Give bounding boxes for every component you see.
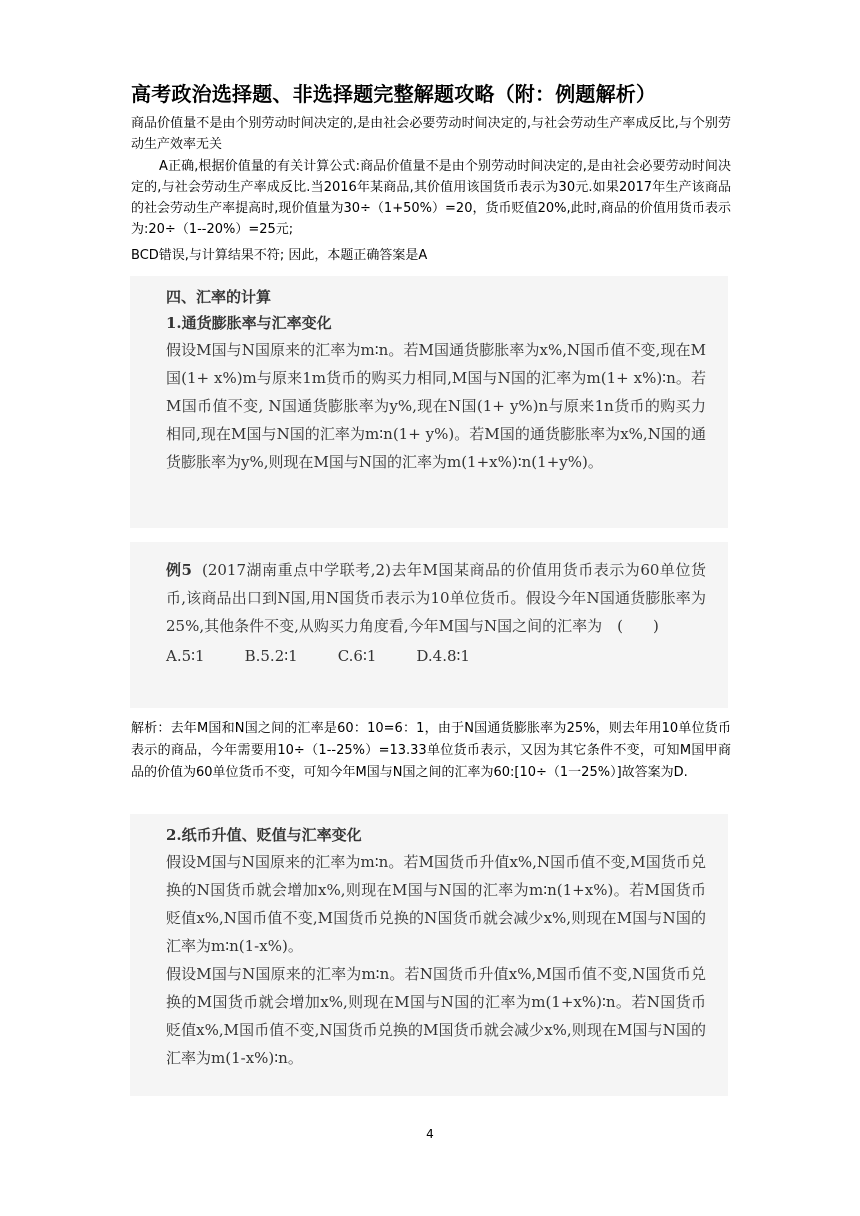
- example-text: (2017湖南重点中学联考,2)去年M国某商品的价值用货币表示为60单位货币,该商品出口到N国,用N国货币表示为10单位货币。假设今年N国通货膨胀率为25%,其他条件不变,从购买力角度看,今年M国与N国之间的汇率为 ( ): [166, 561, 706, 635]
- subsection-heading-inflation: 1.通货膨胀率与汇率变化: [166, 314, 332, 332]
- appreciation-rule-m: 假设M国与N国原来的汇率为m∶n。若M国货币升值x%,N国币值不变,M国货币兑换的N国货币就会增加x%,则现在M国与N国的汇率为m∶n(1+x%)。若M国货币贬值x%,N国币值不变,M国货币兑换的N国货币就会减少x%,则现在M国与N国的汇率为m∶n(1-x%)。: [166, 853, 706, 955]
- option-b: B.5.2∶1: [244, 647, 298, 665]
- example-label: 例5: [166, 561, 192, 579]
- currency-appreciation-box: [130, 814, 728, 1096]
- option-d: D.4.8∶1: [416, 647, 470, 665]
- subsection-heading-appreciation: 2.纸币升值、贬值与汇率变化: [166, 826, 362, 844]
- section-heading: 四、汇率的计算: [166, 288, 272, 306]
- page-title: 高考政治选择题、非选择题完整解题攻略（附：例题解析）: [131, 82, 657, 106]
- option-c: C.6∶1: [337, 647, 377, 665]
- page-number: 4: [426, 1127, 434, 1141]
- intro-paragraph: 商品价值量不是由个别劳动时间决定的,是由社会必要劳动时间决定的,与社会劳动生产率成反比,与个别劳动生产效率无关: [131, 116, 731, 152]
- appreciation-rule-n: 假设M国与N国原来的汇率为m∶n。若N国货币升值x%,M国币值不变,N国货币兑换的M国货币就会增加x%,则现在M国与N国的汇率为m(1+x%)∶n。若N国货币贬值x%,M国币值不变,N国货币兑换的M国货币就会减少x%,则现在M国与N国的汇率为m(1-x%)∶n。: [166, 965, 706, 1067]
- example-analysis: 解析：去年M国和N国之间的汇率是60：10=6：1，由于N国通货膨胀率为25%，则去年用10单位货币表示的商品，今年需要用10÷（1--25%）=13.33单位货币表示，又因为其它条件不变，可知M国甲商品的价值为60单位货币不变，可知今年M国与N国之间的汇率为60:[10÷（1一25%）]故答案为D.: [131, 721, 731, 780]
- inflation-rule-text: 假设M国与N国原来的汇率为m∶n。若M国通货膨胀率为x%,N国币值不变,现在M国(1+ x%)m与原来1m货币的购买力相同,M国与N国的汇率为m(1+ x%)∶n。若M国币值不变, N国通货膨胀率为y%,现在N国(1+ y%)n与原来1n货币的购买力相同,现在M国与N国的汇率为m∶n(1+ y%)。若M国的通货膨胀率为x%,N国的通货膨胀率为y%,则现在M国与N国的汇率为m(1+x%)∶n(1+y%)。: [166, 341, 706, 471]
- example-5-question: [166, 556, 706, 640]
- option-a: A.5∶1: [166, 647, 205, 665]
- answer-explanation-paragraph: A正确,根据价值量的有关计算公式:商品价值量不是由个别劳动时间决定的,是由社会必要劳动时间决定的,与社会劳动生产率成反比.当2016年某商品,其价值用该国货币表示为30元.如果2017年生产该商品的社会劳动生产率提高时,现价值量为30÷（1+50%）=20，货币贬值20%,此时,商品的价值用货币表示为:20÷（1--20%）=25元;: [131, 159, 731, 237]
- exchange-rate-inflation-box: [130, 276, 728, 528]
- answer-conclusion-paragraph: BCD错误,与计算结果不符; 因此，本题正确答案是A: [131, 248, 428, 263]
- example-5-box: [130, 542, 728, 708]
- example-options: [166, 642, 706, 670]
